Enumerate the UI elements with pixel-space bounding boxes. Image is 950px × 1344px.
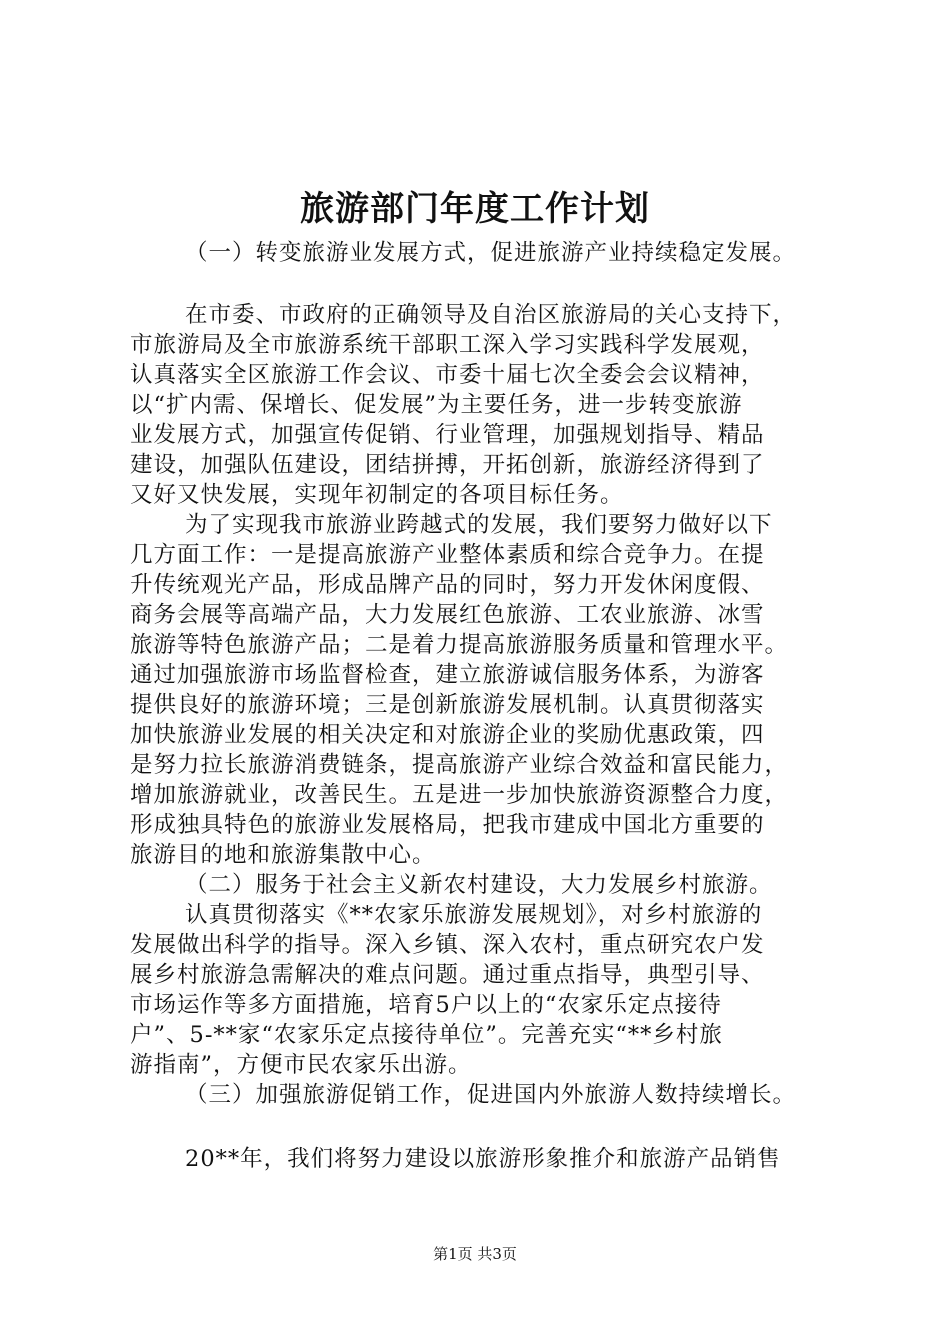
text-line: 市旅游局及全市旅游系统干部职工深入学习实践科学发展观， bbox=[130, 332, 765, 358]
text-line: 认真落实全区旅游工作会议、市委十届七次全委会会议精神， bbox=[130, 362, 765, 388]
text-line: 升传统观光产品，形成品牌产品的同时，努力开发休闲度假、 bbox=[130, 572, 765, 598]
page-footer: 第1页 共3页 bbox=[433, 1245, 517, 1263]
text-line: 旅游目的地和旅游集散中心。 bbox=[130, 842, 436, 868]
text-line: 游指南”，方便市民农家乐出游。 bbox=[130, 1052, 472, 1078]
text-line: 提供良好的旅游环境；三是创新旅游发展机制。认真贯彻落实 bbox=[130, 692, 765, 718]
text-line: 通过加强旅游市场监督检查，建立旅游诚信服务体系，为游客 bbox=[130, 662, 765, 688]
text-line: 建设，加强队伍建设，团结拼搏，开拓创新，旅游经济得到了 bbox=[130, 452, 765, 478]
text-line: 20**年，我们将努力建设以旅游形象推介和旅游产品销售 bbox=[185, 1146, 781, 1172]
text-line: 是努力拉长旅游消费链条，提高旅游产业综合效益和富民能力， bbox=[130, 752, 789, 778]
text-line: 认真贯彻落实《**农家乐旅游发展规划》，对乡村旅游的 bbox=[185, 902, 763, 928]
text-line: 业发展方式，加强宣传促销、行业管理，加强规划指导、精品 bbox=[130, 422, 765, 448]
text-line: 又好又快发展，实现年初制定的各项目标任务。 bbox=[130, 482, 624, 508]
text-line: 几方面工作：一是提高旅游产业整体素质和综合竞争力。在提 bbox=[130, 542, 765, 568]
document-title: 旅游部门年度工作计划 bbox=[300, 189, 650, 229]
text-line: 为了实现我市旅游业跨越式的发展，我们要努力做好以下 bbox=[185, 512, 773, 538]
text-line: 形成独具特色的旅游业发展格局，把我市建成中国北方重要的 bbox=[130, 812, 765, 838]
text-line: （一）转变旅游业发展方式，促进旅游产业持续稳定发展。 bbox=[185, 240, 797, 266]
section-heading: （三）加强旅游促销工作，促进国内外旅游人数持续增长。 bbox=[185, 1082, 797, 1108]
text-line: 发展做出科学的指导。深入乡镇、深入农村，重点研究农户发 bbox=[130, 932, 765, 958]
text-line: 在市委、市政府的正确领导及自治区旅游局的关心支持下， bbox=[185, 302, 797, 328]
text-line: 商务会展等高端产品，大力发展红色旅游、工农业旅游、冰雪 bbox=[130, 602, 765, 628]
text-line: 加快旅游业发展的相关决定和对旅游企业的奖励优惠政策，四 bbox=[130, 722, 765, 748]
text-line: 市场运作等多方面措施，培育5户以上的“农家乐定点接待 bbox=[130, 992, 722, 1018]
text-line: 旅游等特色旅游产品；二是着力提高旅游服务质量和管理水平。 bbox=[130, 632, 789, 658]
text-line: 增加旅游就业，改善民生。五是进一步加快旅游资源整合力度， bbox=[130, 782, 789, 808]
text-line: 以“扩内需、保增长、促发展”为主要任务，进一步转变旅游 bbox=[130, 392, 743, 418]
text-line: 展乡村旅游急需解决的难点问题。通过重点指导，典型引导、 bbox=[130, 962, 765, 988]
section-heading: （二）服务于社会主义新农村建设，大力发展乡村旅游。 bbox=[185, 872, 773, 898]
text-line: 户”、5-**家“农家乐定点接待单位”。完善充实“**乡村旅 bbox=[130, 1022, 723, 1048]
